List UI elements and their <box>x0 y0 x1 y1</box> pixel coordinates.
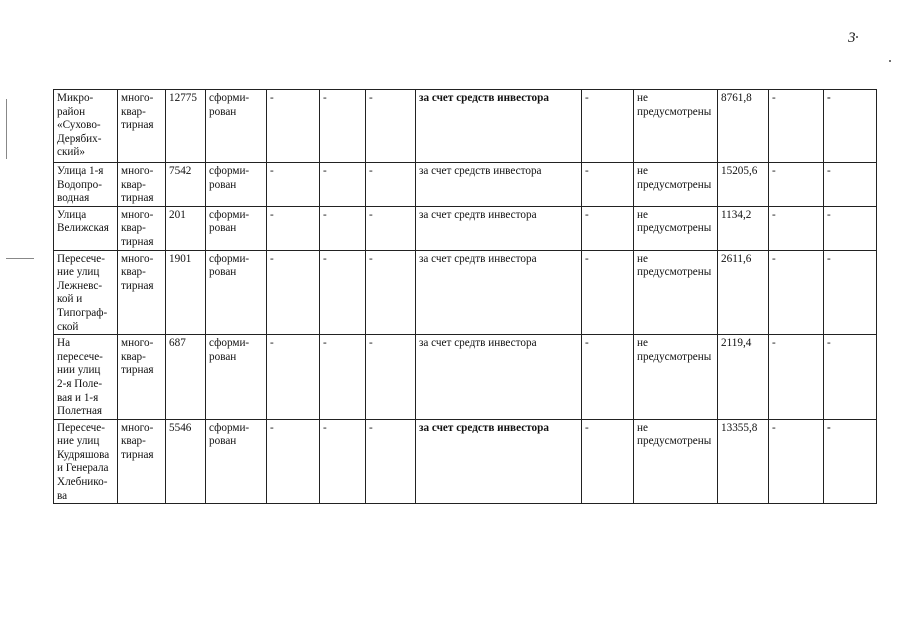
cell-name: Пересече- ние улиц Кудряшова и Генерала Хлебнико- ва <box>54 419 118 504</box>
cell-status: сформи- рован <box>206 419 267 504</box>
cell-c6: - <box>320 250 366 335</box>
cell-c9: - <box>582 163 634 207</box>
cell-c7: - <box>366 163 416 207</box>
cell-status: сформи- рован <box>206 335 267 420</box>
cell-number: 1901 <box>166 250 206 335</box>
cell-c7: - <box>366 419 416 504</box>
cell-c13: - <box>824 335 877 420</box>
cell-amount: 13355,8 <box>718 419 769 504</box>
cell-c13: - <box>824 163 877 207</box>
scan-smudge <box>6 99 7 159</box>
cell-c9: - <box>582 90 634 163</box>
cell-funding: за счет средтв инвестора <box>416 335 582 420</box>
cell-c12: - <box>769 250 824 335</box>
cell-status: сформи- рован <box>206 90 267 163</box>
cell-type: много- квар- тирная <box>118 163 166 207</box>
cell-c6: - <box>320 206 366 250</box>
cell-amount: 2119,4 <box>718 335 769 420</box>
cell-c9: - <box>582 250 634 335</box>
cell-c5: - <box>267 163 320 207</box>
scan-smudge <box>6 258 34 259</box>
cell-amount: 1134,2 <box>718 206 769 250</box>
cell-c6: - <box>320 90 366 163</box>
scan-speck <box>889 60 891 62</box>
cell-funding: за счет средтв инвестора <box>416 250 582 335</box>
cell-c5: - <box>267 90 320 163</box>
cell-number: 201 <box>166 206 206 250</box>
cell-name: Улица Велижская <box>54 206 118 250</box>
cell-c7: - <box>366 250 416 335</box>
land-plots-table <box>53 89 877 504</box>
cell-measures: не предусмотрены <box>634 90 718 163</box>
cell-c6: - <box>320 335 366 420</box>
cell-c7: - <box>366 335 416 420</box>
cell-c12: - <box>769 90 824 163</box>
table-row <box>54 335 877 420</box>
cell-name: Улица 1-я Водопро- водная <box>54 163 118 207</box>
table-body <box>54 90 877 504</box>
cell-type: много- квар- тирная <box>118 250 166 335</box>
cell-c12: - <box>769 163 824 207</box>
cell-c12: - <box>769 335 824 420</box>
cell-funding: за счет средств инвестора <box>416 163 582 207</box>
cell-c7: - <box>366 90 416 163</box>
cell-measures: не предусмотрены <box>634 335 718 420</box>
cell-status: сформи- рован <box>206 250 267 335</box>
table-row <box>54 90 877 163</box>
cell-c12: - <box>769 419 824 504</box>
cell-name: На пересече- нии улиц 2-я Поле- вая и 1-я Полетная <box>54 335 118 420</box>
cell-c13: - <box>824 250 877 335</box>
cell-c6: - <box>320 419 366 504</box>
cell-c5: - <box>267 206 320 250</box>
cell-c5: - <box>267 419 320 504</box>
cell-c13: - <box>824 419 877 504</box>
cell-number: 687 <box>166 335 206 420</box>
cell-funding: за счет средтв инвестора <box>416 206 582 250</box>
table-row <box>54 163 877 207</box>
cell-c13: - <box>824 206 877 250</box>
cell-c7: - <box>366 206 416 250</box>
cell-number: 12775 <box>166 90 206 163</box>
cell-c9: - <box>582 206 634 250</box>
cell-type: много- квар- тирная <box>118 206 166 250</box>
cell-measures: не предусмотрены <box>634 419 718 504</box>
cell-name: Пересече- ние улиц Лежневс- кой и Типограф- ской <box>54 250 118 335</box>
page-number: 3 <box>848 30 856 46</box>
cell-funding: за счет средств инвестора <box>416 419 582 504</box>
table-row <box>54 419 877 504</box>
cell-status: сформи- рован <box>206 206 267 250</box>
cell-c5: - <box>267 335 320 420</box>
table-row <box>54 206 877 250</box>
cell-measures: не предусмотрены <box>634 250 718 335</box>
cell-c12: - <box>769 206 824 250</box>
cell-number: 5546 <box>166 419 206 504</box>
scan-speck <box>856 36 858 38</box>
cell-c5: - <box>267 250 320 335</box>
cell-c9: - <box>582 335 634 420</box>
cell-name: Микро- район «Сухово- Дерябих- ский» <box>54 90 118 163</box>
cell-amount: 2611,6 <box>718 250 769 335</box>
cell-funding: за счет средств инвестора <box>416 90 582 163</box>
cell-amount: 8761,8 <box>718 90 769 163</box>
cell-amount: 15205,6 <box>718 163 769 207</box>
cell-measures: не предусмотрены <box>634 163 718 207</box>
cell-c13: - <box>824 90 877 163</box>
cell-type: много- квар- тирная <box>118 90 166 163</box>
cell-measures: не предусмотрены <box>634 206 718 250</box>
cell-type: много- квар- тирная <box>118 335 166 420</box>
cell-status: сформи- рован <box>206 163 267 207</box>
table-row <box>54 250 877 335</box>
cell-type: много- квар- тирная <box>118 419 166 504</box>
cell-number: 7542 <box>166 163 206 207</box>
cell-c9: - <box>582 419 634 504</box>
cell-c6: - <box>320 163 366 207</box>
